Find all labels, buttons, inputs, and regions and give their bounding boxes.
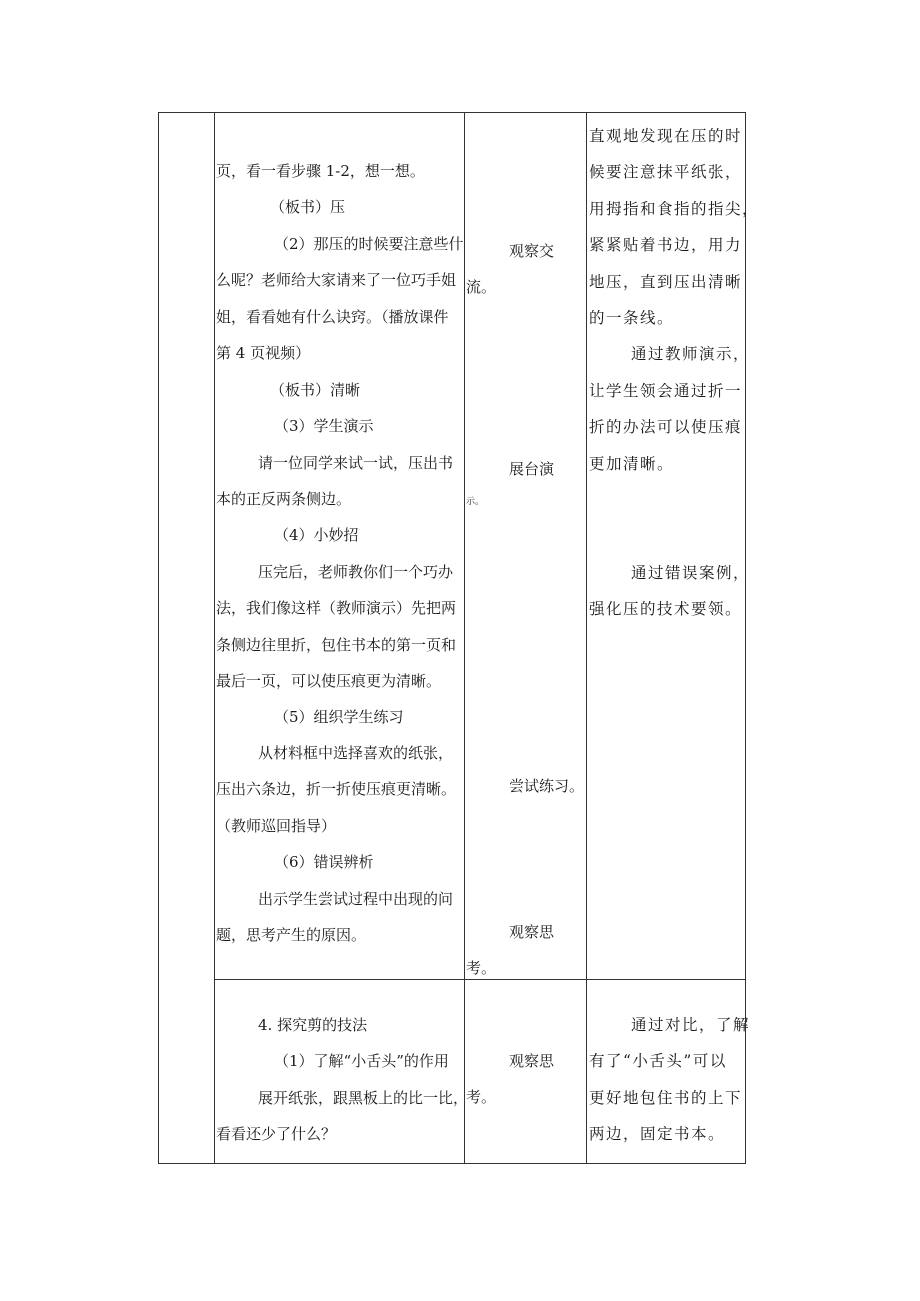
content-line: （6）错误辨析 <box>274 853 374 871</box>
intent-line: 紧紧贴着书边，用力 <box>589 236 743 254</box>
content-line: （板书）清晰 <box>270 381 361 399</box>
intent-line: 通过教师演示， <box>631 345 751 363</box>
intent-line: 强化压的技术要领。 <box>589 600 743 618</box>
student-activity: 展台演 <box>509 460 555 478</box>
content-line: （教师巡回指导） <box>216 817 337 835</box>
content-line: （1）了解“小舌头”的作用 <box>274 1052 449 1070</box>
intent-line: 的一条线。 <box>589 309 675 327</box>
intent-line: 有了“小舌头”可以 <box>589 1052 727 1070</box>
student-activity: 流。 <box>466 278 497 296</box>
intent-line: 候要注意抹平纸张， <box>589 163 743 181</box>
content-line: （5）组织学生练习 <box>274 708 404 726</box>
intent-line: 折的办法可以使压痕 <box>589 418 743 436</box>
intent-line: 通过错误案例， <box>631 564 751 582</box>
intent-line: 地压，直到压出清晰 <box>589 273 743 291</box>
table-bottom-border <box>158 1163 746 1164</box>
content-line: 压出六条边，折一折使压痕更清晰。 <box>216 780 457 798</box>
content-line: 页，看一看步骤 1-2，想一想。 <box>216 162 425 180</box>
section-heading: 4. 探究剪的技法 <box>258 1016 368 1034</box>
content-line: （3）学生演示 <box>274 417 374 435</box>
content-line: 本的正反两条侧边。 <box>216 490 352 508</box>
content-line: （板书）压 <box>270 198 346 216</box>
intent-line: 通过对比，了解 <box>631 1016 751 1034</box>
student-activity: 考。 <box>466 959 497 977</box>
content-line: 姐，看看她有什么诀窍。（播放课件 <box>216 308 449 326</box>
content-line: 压完后，老师教你们一个巧办 <box>258 563 454 581</box>
content-line: 么呢？老师给大家请来了一位巧手姐 <box>216 271 457 289</box>
student-activity: 观察思 <box>509 923 555 941</box>
content-line: 法，我们像这样（教师演示）先把两 <box>216 599 457 617</box>
content-line: 出示学生尝试过程中出现的问 <box>258 890 454 908</box>
content-line: 最后一页，可以使压痕更为清晰。 <box>216 672 442 690</box>
table-col-border-5 <box>745 112 746 1164</box>
intent-line: 更加清晰。 <box>589 455 675 473</box>
intent-line: 更好地包住书的上下 <box>589 1089 743 1107</box>
table-top-border <box>158 112 746 113</box>
table-row-divider <box>214 979 746 980</box>
student-activity: 考。 <box>466 1088 497 1106</box>
content-line: 看看还少了什么？ <box>216 1125 337 1143</box>
content-line: 从材料框中选择喜欢的纸张， <box>258 744 454 762</box>
intent-line: 让学生领会通过折一 <box>589 382 743 400</box>
content-line: 展开纸张，跟黑板上的比一比， <box>258 1089 469 1107</box>
student-activity: 观察交 <box>509 242 555 260</box>
content-line: 请一位同学来试一试，压出书 <box>258 454 454 472</box>
table-col-border-2 <box>214 112 215 1164</box>
content-line: 题，思考产生的原因。 <box>216 926 367 944</box>
content-line: 条侧边往里折，包住书本的第一页和 <box>216 636 457 654</box>
student-activity: 尝试练习。 <box>509 777 585 795</box>
content-line: 第 4 页视频） <box>216 344 311 362</box>
table-col-border-4 <box>586 112 587 1164</box>
student-activity: 观察思 <box>509 1052 555 1070</box>
content-line: （2）那压的时候要注意些什 <box>274 235 464 253</box>
table-col-border-3 <box>464 112 465 1164</box>
student-activity: 示。 <box>466 497 485 507</box>
intent-line: 直观地发现在压的时 <box>589 127 743 145</box>
table-col-border-1 <box>158 112 159 1164</box>
intent-line: 用拇指和食指的指尖， <box>589 200 760 218</box>
content-line: （4）小妙招 <box>274 526 359 544</box>
intent-line: 两边，固定书本。 <box>589 1125 726 1143</box>
